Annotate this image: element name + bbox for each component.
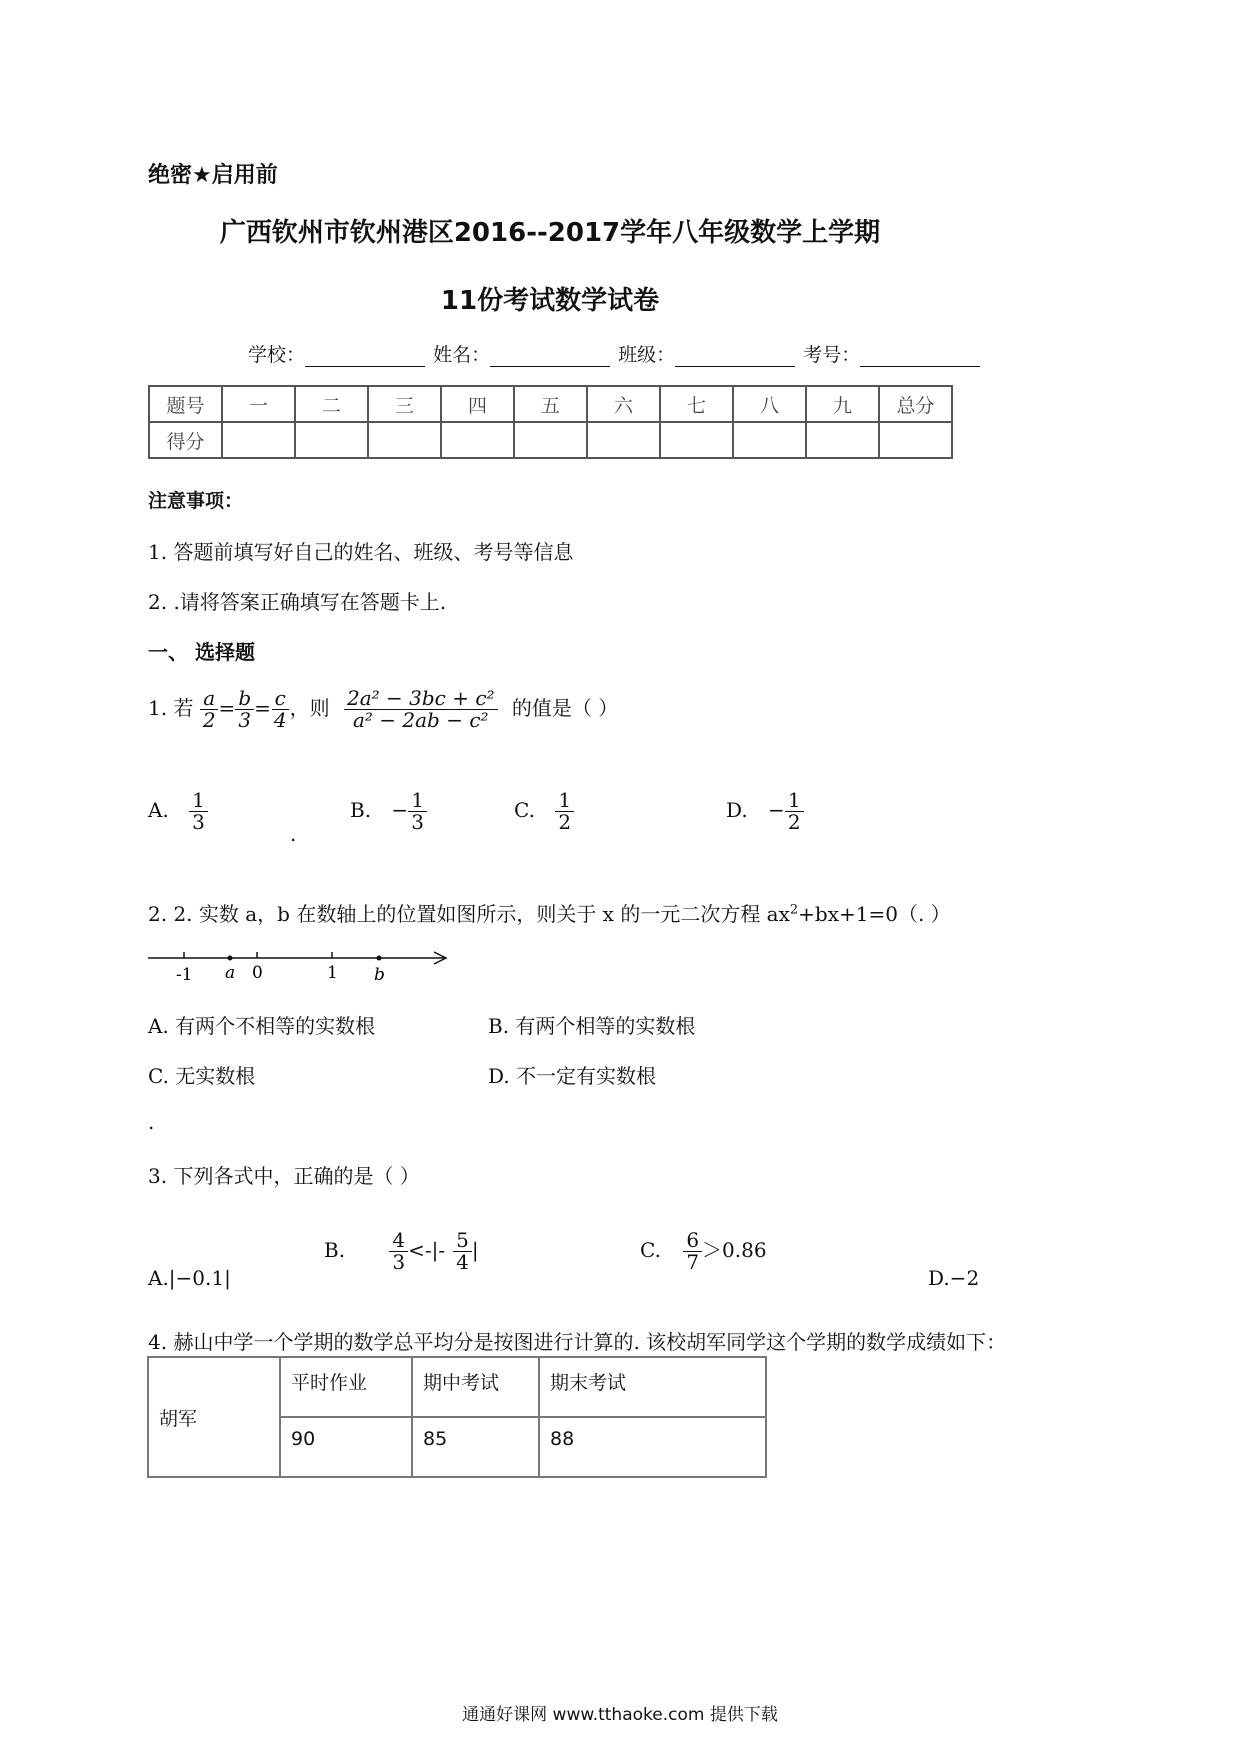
title-line-2: 11份考试数学试卷 [440,286,660,316]
student-name-cell: 胡军 [148,1357,280,1477]
class-label: 班级： [618,344,676,366]
tick-label: 0 [252,963,263,983]
point-label: a [225,963,236,983]
q2-option-b[interactable]: B. 有两个相等的实数根 [488,1014,696,1038]
q1-option-a[interactable]: A. $\frac{1}{3}$ [148,790,208,833]
fraction: $\frac{1}{3}$ [189,790,208,833]
q1-expression: $\frac{\text{2a² − 3bc + c²}}{\text{a² − 2ab − c²}}$ [344,688,498,731]
section-heading-choice: 一、 选择题 [148,640,255,664]
score-header-cell: 三 [368,386,441,422]
score-value-row [149,422,952,458]
score-blank-cell[interactable] [514,422,587,458]
fraction: $\frac{1}{3}$ [408,790,427,833]
tick-label: 1 [327,963,338,983]
number-line-figure [146,940,456,990]
number-label: 考号： [803,344,861,366]
q2-option-c[interactable]: C. 无实数根 [148,1064,256,1088]
score-table [148,385,953,459]
school-label: 学校： [248,344,306,366]
fraction: $\frac{4}{3}$ [389,1230,408,1273]
score-blank-cell[interactable] [222,422,295,458]
q1-prefix: 1. 若 [148,696,194,720]
title-line-1: 广西钦州市钦州港区2016--2017学年八年级数学上学期 [219,218,881,248]
q3-option-b[interactable]: B. $\frac{4}{3}$ <-|- $\frac{5}{4}$ | [324,1228,479,1274]
score-blank-cell[interactable] [733,422,806,458]
score-header-cell: 八 [733,386,806,422]
score-header-cell: 题号 [149,386,222,422]
q1-suffix: 的值是（ ） [511,696,619,720]
point-label: b [374,965,385,985]
score-header-cell: 五 [514,386,587,422]
grade-header-cell: 期中考试 [412,1357,539,1417]
score-row-label: 得分 [149,422,222,458]
note-item-1: 1. 答题前填写好自己的姓名、班级、考号等信息 [148,540,574,564]
question-3: 3. 下列各式中，正确的是（ ） [148,1164,420,1188]
q2-option-a[interactable]: A. 有两个不相等的实数根 [148,1014,376,1038]
point-b [377,956,382,961]
score-header-cell: 四 [441,386,514,422]
score-blank-cell[interactable] [806,422,879,458]
question-1: 1. 若 $\frac{a}{2}$ = $\frac{b}{3}$ = $\frac{c}{4}$ ，则 $\frac{\text{2a² − 3bc + c²}}{\text{a² − 2ab − c²}}$ 的值是（ ） [148,686,619,732]
number-blank [860,346,980,367]
grade-value-cell: 85 [412,1417,539,1477]
note-item-2: 2. .请将答案正确填写在答题卡上. [148,590,447,614]
q2-option-d[interactable]: D. 不一定有实数根 [488,1064,657,1088]
fraction: $\frac{1}{2}$ [555,790,574,833]
grade-header-cell: 期末考试 [539,1357,766,1417]
confidential-mark: 绝密★启用前 [148,163,278,188]
ratio-a: $\frac{a}{2}$ [200,688,219,731]
score-blank-cell[interactable] [441,422,514,458]
score-blank-cell[interactable] [368,422,441,458]
q3-option-a[interactable]: A.|−0.1| [148,1266,231,1290]
fraction: $\frac{5}{4}$ [453,1230,472,1273]
score-header-row [149,386,952,422]
score-header-cell: 九 [806,386,879,422]
footer-text: 通通好课网 www.tthaoke.com 提供下载 [462,1705,778,1725]
class-blank [675,346,795,367]
q1-mid: ，则 [289,696,330,720]
ratio-c: $\frac{c}{4}$ [271,688,290,731]
q1-option-b[interactable]: B. − $\frac{1}{3}$ [350,790,427,833]
score-blank-cell[interactable] [295,422,368,458]
fraction: $\frac{6}{7}$ [683,1230,702,1273]
score-header-cell: 总分 [879,386,952,422]
q3-option-c[interactable]: C. $\frac{6}{7}$ ＞0.86 [640,1228,767,1274]
score-header-cell: 二 [295,386,368,422]
question-4: 4. 赫山中学一个学期的数学总平均分是按图进行计算的. 该校胡军同学这个学期的数学成绩如下： [148,1330,1007,1354]
tick-label: -1 [176,965,193,985]
score-header-cell: 七 [660,386,733,422]
grade-value-cell: 88 [539,1417,766,1477]
notes-heading: 注意事项： [148,490,244,512]
grades-table [147,1356,767,1478]
question-2: 2. 2. 实数 a，b 在数轴上的位置如图所示，则关于 x 的一元二次方程 $ax^2+bx+1=0$（. ） [148,902,951,926]
score-blank-cell[interactable] [879,422,952,458]
q1-option-d[interactable]: D. − $\frac{1}{2}$ [726,790,804,833]
student-info-line [248,340,982,367]
grade-header-cell: 平时作业 [280,1357,412,1417]
score-header-cell: 一 [222,386,295,422]
ratio-b: $\frac{b}{3}$ [235,688,254,731]
q1-option-a-dot: . [290,822,297,846]
q1-option-c[interactable]: C. $\frac{1}{2}$ [514,790,574,833]
score-blank-cell[interactable] [660,422,733,458]
score-header-cell: 六 [587,386,660,422]
name-label: 姓名： [433,344,491,366]
stray-dot: . [148,1110,155,1134]
q3-option-d[interactable]: D.−2 [928,1266,980,1290]
score-blank-cell[interactable] [587,422,660,458]
name-blank [490,346,610,367]
fraction: $\frac{1}{2}$ [785,790,804,833]
school-blank [305,346,425,367]
point-a [228,956,233,961]
grade-value-cell: 90 [280,1417,412,1477]
table-row [148,1357,766,1417]
